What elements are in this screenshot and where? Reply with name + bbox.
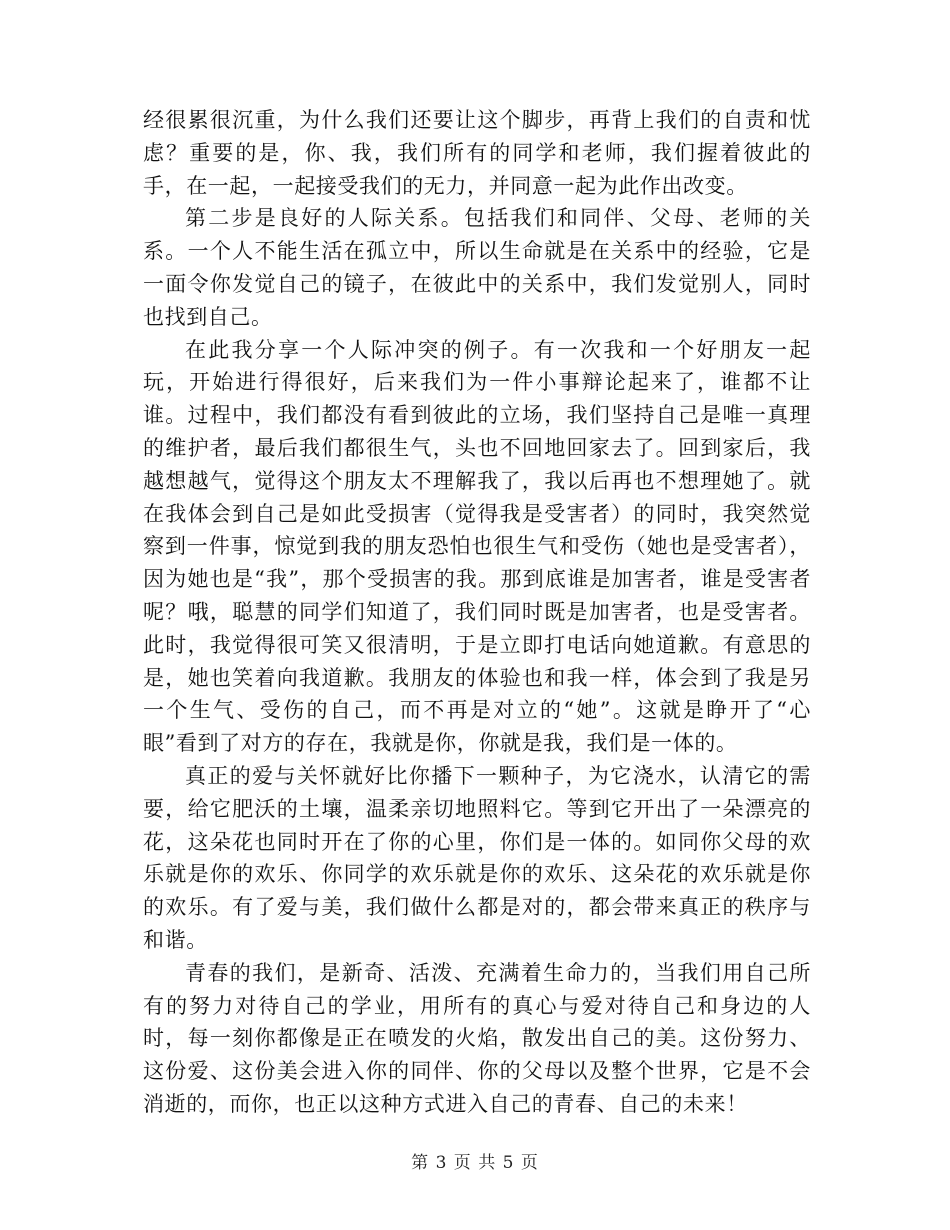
paragraph: 经很累很沉重，为什么我们还要让这个脚步，再背上我们的自责和忧虑？重要的是，你、我，我们所有的同学和老师，我们握着彼此的手，在一起，一起接受我们的无力，并同意一起为此作出改变。 — [143, 108, 811, 198]
paragraph: 青春的我们，是新奇、活泼、充满着生命力的，当我们用自己所有的努力对待自己的学业，用所有的真心与爱对待自己和身边的人时，每一刻你都像是正在喷发的火焰，散发出自己的美。这份努力、这份爱、这份美会进入你的同伴、你的父母以及整个世界，它是不会消逝的，而你，也正以这种方式进入自己的青春、自己的未来！ — [143, 960, 811, 1116]
document-body — [143, 104, 811, 1121]
paragraph: 真正的爱与关怀就好比你播下一颗种子，为它浇水，认清它的需要，给它肥沃的土壤，温柔亲切地照料它。等到它开出了一朵漂亮的花，这朵花也同时开在了你的心里，你们是一体的。如同你父母的欢乐就是你的欢乐、你同学的欢乐就是你的欢乐、这朵花的欢乐就是你的欢乐。有了爱与美，我们做什么都是对的，都会带来真正的秩序与和谐。 — [143, 763, 811, 952]
paragraph: 第二步是良好的人际关系。包括我们和同伴、父母、老师的关系。一个人不能生活在孤立中，所以生命就是在关系中的经验，它是一面令你发觉自己的镜子，在彼此中的关系中，我们发觉别人，同时也找到自己。 — [143, 206, 811, 329]
page-number-footer: 第 3 页 共 5 页 — [411, 1153, 539, 1173]
paragraph: 在此我分享一个人际冲突的例子。有一次我和一个好朋友一起玩，开始进行得很好，后来我们为一件小事辩论起来了，谁都不让谁。过程中，我们都没有看到彼此的立场，我们坚持自己是唯一真理的维护者，最后我们都很生气，头也不回地回家去了。回到家后，我越想越气，觉得这个朋友太不理解我了，我以后再也不想理她了。就在我体会到自己是如此受损害（觉得我是受害者）的同时，我突然觉察到一件事，惊觉到我的朋友恐怕也很生气和受伤（她也是受害者），因为她也是“我”，那个受损害的我。那到底谁是加害者，谁是受害者呢？哦，聪慧的同学们知道了，我们同时既是加害者，也是受害者。此时，我觉得很可笑又很清明，于是立即打电话向她道歉。有意思的是，她也笑着向我道歉。我朋友的体验也和我一样，体会到了我是另一个生气、受伤的自己，而不再是对立的“她”。这就是睁开了“心眼”看到了对方的存在，我就是你，你就是我，我们是一体的。 — [143, 337, 811, 756]
